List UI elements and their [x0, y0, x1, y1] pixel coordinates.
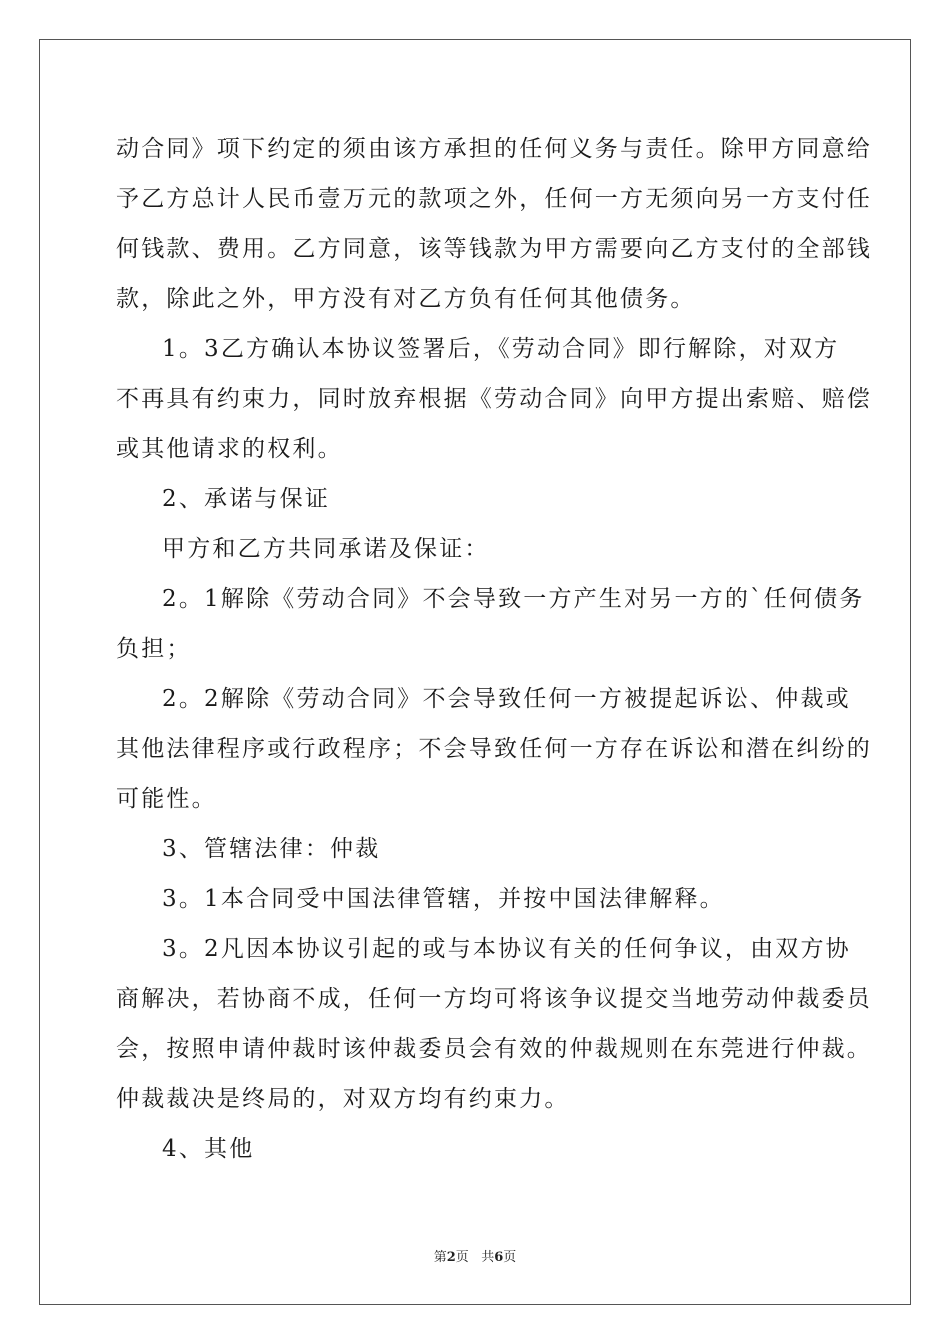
document-body — [116, 124, 872, 1174]
text-line: 甲方和乙方共同承诺及保证： — [162, 536, 490, 562]
text-line: 款，除此之外，甲方没有对乙方负有任何其他债务。 — [116, 286, 696, 312]
text-line: 其他法律程序或行政程序；不会导致任何一方存在诉讼和潜在纠纷的 — [116, 736, 872, 762]
text-line: 3、管辖法律：仲裁 — [162, 836, 381, 862]
footer-page-total: 6 — [494, 1250, 504, 1265]
footer-total-suffix: 页 — [503, 1250, 517, 1265]
text-line: 4、其他 — [162, 1136, 255, 1162]
text-line: 会，按照申请仲裁时该仲裁委员会有效的仲裁规则在东莞进行仲裁。 — [116, 1036, 872, 1062]
text-line: 负担； — [116, 636, 192, 662]
text-line: 2、承诺与保证 — [162, 486, 331, 512]
text-line: 2。2解除《劳动合同》不会导致任何一方被提起诉讼、仲裁或 — [162, 686, 851, 712]
text-line: 1。3乙方确认本协议签署后，《劳动合同》即行解除，对双方 — [162, 336, 840, 362]
text-line: 3。1本合同受中国法律管辖，并按中国法律解释。 — [162, 886, 725, 912]
text-line: 商解决，若协商不成，任何一方均可将该争议提交当地劳动仲裁委员 — [116, 986, 872, 1012]
text-line: 或其他请求的权利。 — [116, 436, 343, 462]
text-line: 不再具有约束力，同时放弃根据《劳动合同》向甲方提出索赔、赔偿 — [116, 386, 872, 412]
footer-page-suffix: 页 — [455, 1250, 469, 1265]
footer-page-current: 2 — [446, 1250, 456, 1265]
text-line: 可能性。 — [116, 786, 217, 812]
footer-page-prefix: 第 — [433, 1250, 447, 1265]
text-line: 予乙方总计人民币壹万元的款项之外，任何一方无须向另一方支付任 — [116, 186, 872, 212]
text-line: 3。2凡因本协议引起的或与本协议有关的任何争议，由双方协 — [162, 936, 851, 962]
text-line: 仲裁裁决是终局的，对双方均有约束力。 — [116, 1086, 570, 1112]
footer-total-prefix: 共 — [481, 1250, 495, 1265]
page-footer — [0, 1246, 950, 1265]
text-line: 动合同》项下约定的须由该方承担的任何义务与责任。除甲方同意给 — [116, 136, 872, 162]
text-line: 2。1解除《劳动合同》不会导致一方产生对另一方的`任何债务 — [162, 586, 865, 612]
text-line: 何钱款、费用。乙方同意，该等钱款为甲方需要向乙方支付的全部钱 — [116, 236, 872, 262]
